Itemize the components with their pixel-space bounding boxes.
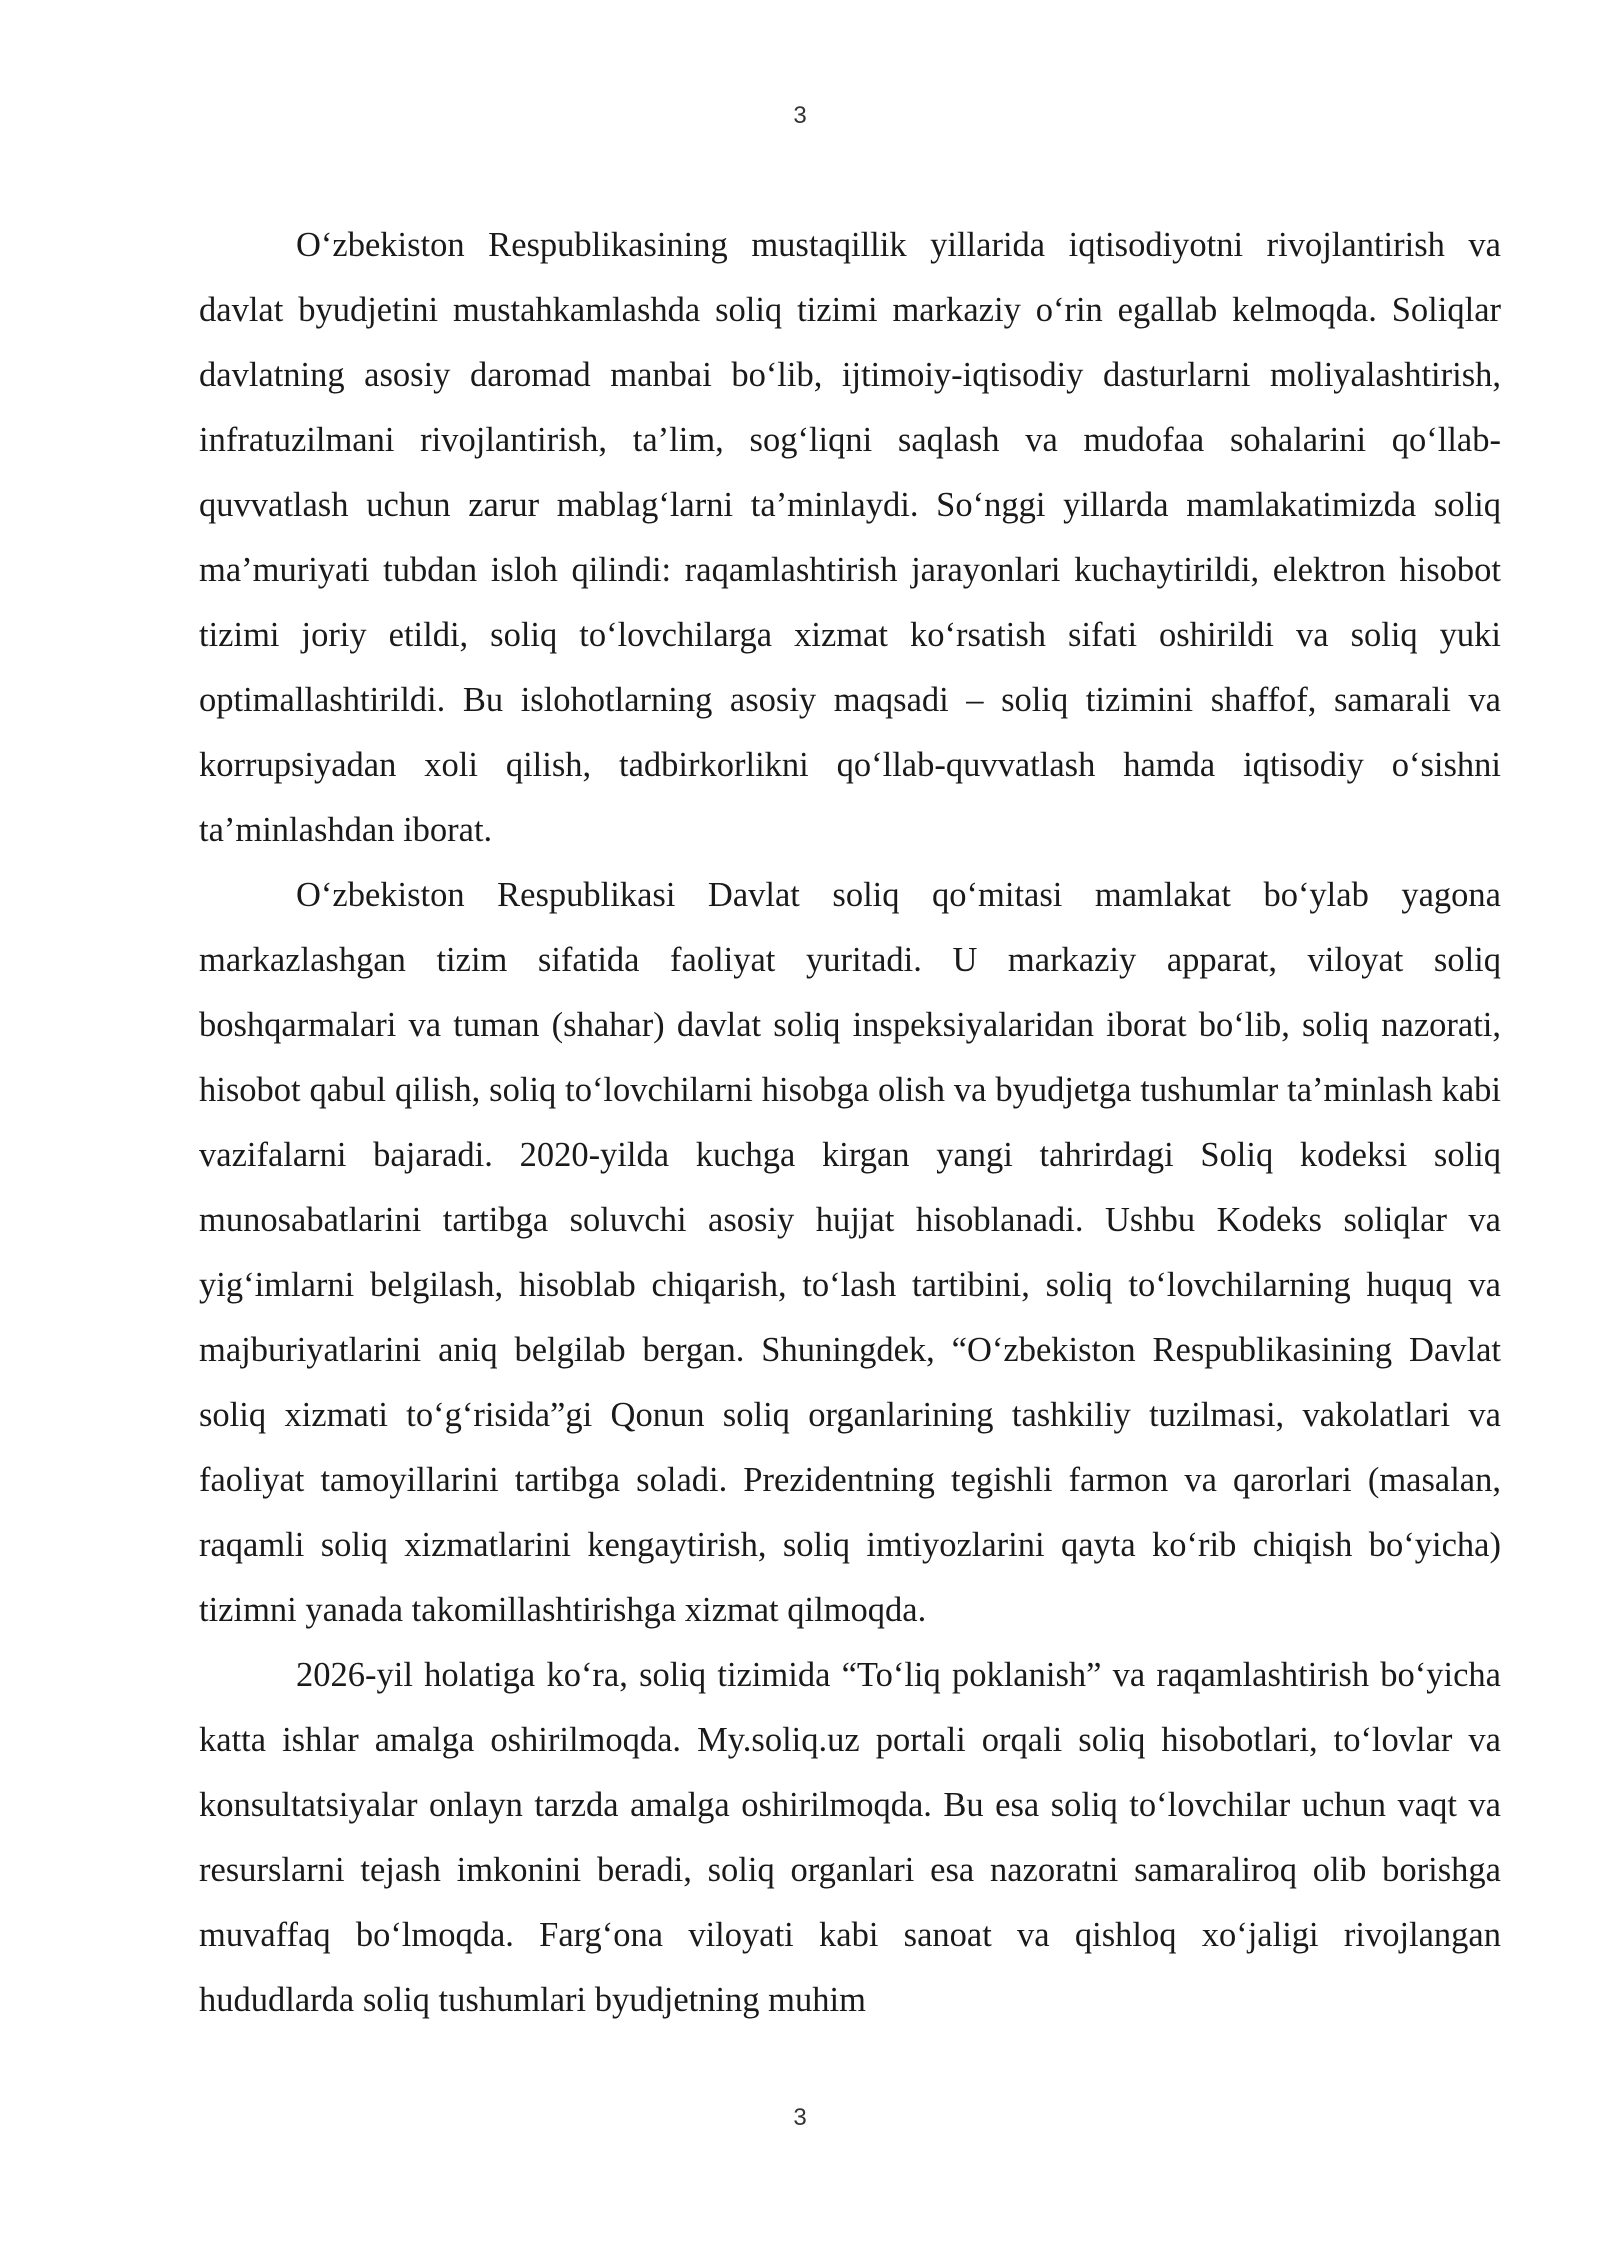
page-number-top: 3 — [793, 102, 807, 129]
page-number-bottom: 3 — [793, 2104, 807, 2131]
paragraph-davlat-soliq-qomitasi: O‘zbekiston Respublikasi Davlat soliq qo‘mitasi mamlakat bo‘ylab yagona markazlashgan tizim sifatida faoliyat yuritadi. U markaziy apparat, viloyat soliq boshqarmalari va tuman (shahar) davlat soliq inspeksiyalaridan iborat bo‘lib, soliq nazorati, hisobot qabul qilish, soliq to‘lovchilarni hisobga olish va byudjetga tushumlar ta’minlash kabi vazifalarni bajaradi. 2020-yilda kuchga kirgan yangi tahrirdagi Soliq kodeksi soliq munosabatlarini tartibga soluvchi asosiy hujjat hisoblanadi. Ushbu Kodeks soliqlar va yig‘imlarni belgilash, hisoblab chiqarish, to‘lash tartibini, soliq to‘lovchilarning huquq va majburiyatlarini aniq belgilab bergan. Shuningdek, “O‘zbekiston Respublikasining Davlat soliq xizmati to‘g‘risida”gi Qonun soliq organlarining tashkiliy tuzilmasi, vakolatlari va faoliyat tamoyillarini tartibga soladi. Prezidentning tegishli farmon va qarorlari (masalan, raqamli soliq xizmatlarini kengaytirish, soliq imtiyozlarini qayta ko‘rib chiqish bo‘yicha) tizimni yanada takomillashtirishga xizmat qilmoqda. — [199, 876, 1501, 1629]
document-body — [199, 213, 1501, 2033]
paragraph-raqamlashtirish: 2026-yil holatiga ko‘ra, soliq tizimida “To‘liq poklanish” va raqamlashtirish bo‘yicha katta ishlar amalga oshirilmoqda. My.soliq.uz portali orqali soliq hisobotlari, to‘lovlar va konsultatsiyalar onlayn tarzda amalga oshirilmoqda. Bu esa soliq to‘lovchilar uchun vaqt va resurslarni tejash imkonini beradi, soliq organlari esa nazoratni samaraliroq olib borishga muvaffaq bo‘lmoqda. Farg‘ona viloyati kabi sanoat va qishloq xo‘jaligi rivojlangan hududlarda soliq tushumlari byudjetning muhim — [199, 1656, 1501, 2019]
paragraph-soliq-tizimi-ahamiyati: O‘zbekiston Respublikasining mustaqillik yillarida iqtisodiyotni rivojlantirish va davlat byudjetini mustahkamlashda soliq tizimi markaziy o‘rin egallab kelmoqda. Soliqlar davlatning asosiy daromad manbai bo‘lib, ijtimoiy-iqtisodiy dasturlarni moliyalashtirish, infratuzilmani rivojlantirish, ta’lim, sog‘liqni saqlash va mudofaa sohalarini qo‘llab-quvvatlash uchun zarur mablag‘larni ta’minlaydi. So‘nggi yillarda mamlakatimizda soliq ma’muriyati tubdan isloh qilindi: raqamlashtirish jarayonlari kuchaytirildi, elektron hisobot tizimi joriy etildi, soliq to‘lovchilarga xizmat ko‘rsatish sifati oshirildi va soliq yuki optimallashtirildi. Bu islohotlarning asosiy maqsadi – soliq tizimini shaffof, samarali va korrupsiyadan xoli qilish, tadbirkorlikni qo‘llab-quvvatlash hamda iqtisodiy o‘sishni ta’minlashdan iborat. — [199, 226, 1501, 849]
